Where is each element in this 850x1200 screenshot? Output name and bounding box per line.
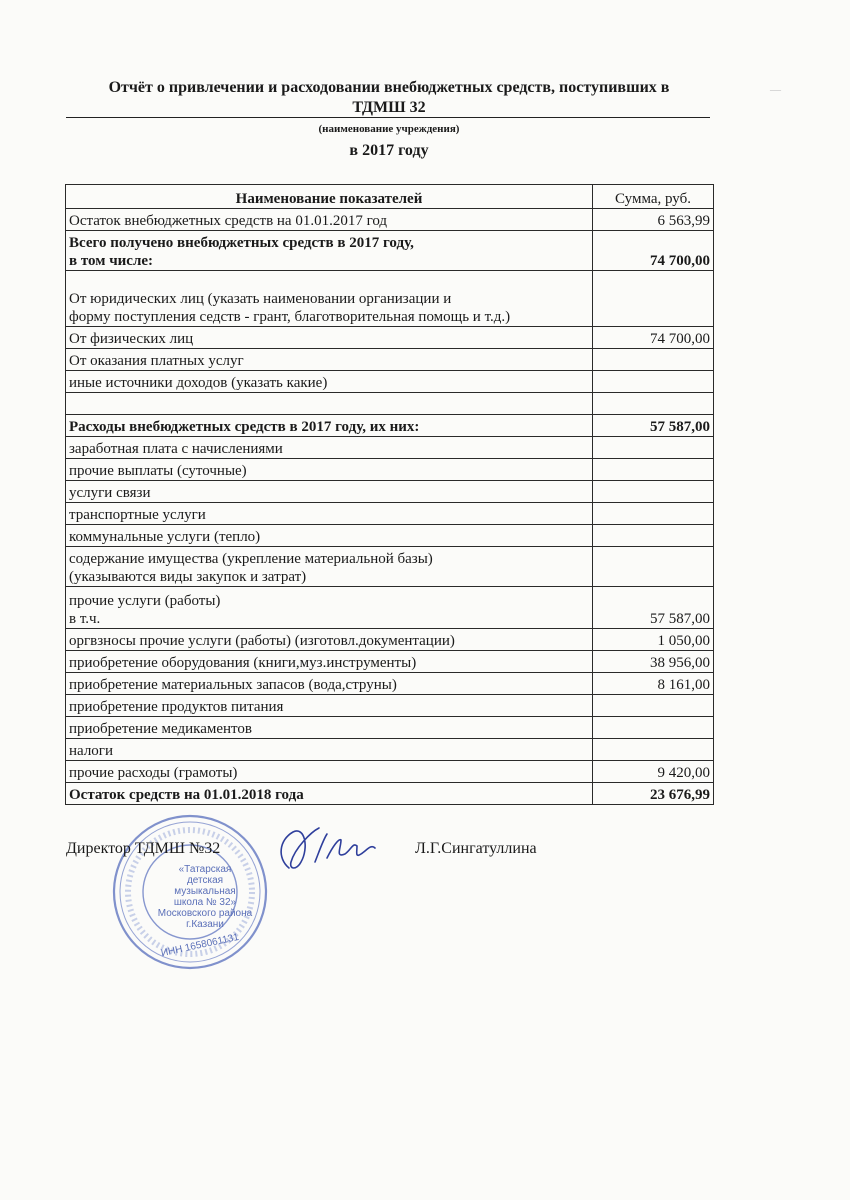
signatory-position: Директор ТДМШ №32 — [66, 840, 221, 857]
table-row — [66, 739, 714, 761]
row-amount: 9 420,00 — [593, 761, 714, 783]
table-row — [66, 437, 714, 459]
report-table — [65, 184, 714, 805]
table-row — [66, 209, 714, 231]
row-amount: 1 050,00 — [593, 629, 714, 651]
row-amount: 23 676,99 — [593, 783, 714, 805]
seal-inn: ИНН 1658061131 — [160, 931, 240, 960]
table-row — [66, 525, 714, 547]
row-amount — [593, 393, 714, 415]
row-label: приобретение продуктов питания — [66, 695, 593, 717]
row-label — [66, 393, 593, 415]
table-row — [66, 651, 714, 673]
row-label: Остаток внебюджетных средств на 01.01.2017 год — [66, 209, 593, 231]
table-row — [66, 587, 714, 629]
table-row — [66, 695, 714, 717]
row-amount — [593, 717, 714, 739]
signatory-name: Л.Г.Сингатуллина — [415, 840, 537, 857]
row-label: коммунальные услуги (тепло) — [66, 525, 593, 547]
row-label: налоги — [66, 739, 593, 761]
row-label: Расходы внебюджетных средств в 2017 году, их них: — [66, 415, 593, 437]
table-row — [66, 717, 714, 739]
table-header-row — [66, 185, 714, 209]
column-header-name: Наименование показателей — [66, 185, 593, 209]
row-label: приобретение оборудования (книги,муз.инструменты) — [66, 651, 593, 673]
seal-text: «Татарская детская музыкальная школа № 32» Московского района г.Казани — [157, 864, 253, 930]
handwritten-signature — [275, 818, 385, 878]
row-amount — [593, 739, 714, 761]
table-row — [66, 349, 714, 371]
report-period: в 2017 году — [349, 142, 429, 159]
organization-name: ТДМШ 32 — [352, 99, 426, 116]
row-label: От юридических лиц (указать наименовании организации и форму поступления седств - грант, благотворительная помощь и т.д.) — [66, 271, 593, 327]
table-row — [66, 271, 714, 327]
table-row — [66, 459, 714, 481]
organization-caption: (наименование учреждения) — [318, 123, 460, 135]
table-row — [66, 761, 714, 783]
table-row — [66, 415, 714, 437]
row-label: заработная плата с начислениями — [66, 437, 593, 459]
row-amount: 57 587,00 — [593, 415, 714, 437]
table-row — [66, 503, 714, 525]
row-label: Всего получено внебюджетных средств в 2017 году, в том числе: — [66, 231, 593, 271]
row-label: Остаток средств на 01.01.2018 года — [66, 783, 593, 805]
row-label: транспортные услуги — [66, 503, 593, 525]
table-row — [66, 783, 714, 805]
table-row — [66, 673, 714, 695]
row-label: прочие расходы (грамоты) — [66, 761, 593, 783]
table-row — [66, 629, 714, 651]
row-amount — [593, 271, 714, 327]
row-amount — [593, 349, 714, 371]
table-row — [66, 547, 714, 587]
row-amount — [593, 481, 714, 503]
row-amount: 57 587,00 — [593, 587, 714, 629]
row-amount — [593, 503, 714, 525]
margin-mark: — — [770, 84, 781, 96]
column-header-amount: Сумма, руб. — [593, 185, 714, 209]
row-amount — [593, 525, 714, 547]
row-label: От физических лиц — [66, 327, 593, 349]
row-amount — [593, 371, 714, 393]
row-amount: 6 563,99 — [593, 209, 714, 231]
organization-underline — [66, 117, 710, 118]
row-label: услуги связи — [66, 481, 593, 503]
row-amount — [593, 547, 714, 587]
row-label: От оказания платных услуг — [66, 349, 593, 371]
row-label: содержание имущества (укрепление материальной базы) (указываются виды закупок и затрат) — [66, 547, 593, 587]
row-label: иные источники доходов (указать какие) — [66, 371, 593, 393]
row-amount — [593, 437, 714, 459]
table-row — [66, 481, 714, 503]
row-amount: 74 700,00 — [593, 231, 714, 271]
table-row — [66, 327, 714, 349]
row-amount: 8 161,00 — [593, 673, 714, 695]
row-label: прочие выплаты (суточные) — [66, 459, 593, 481]
row-amount — [593, 695, 714, 717]
row-label: прочие услуги (работы) в т.ч. — [66, 587, 593, 629]
table-row — [66, 231, 714, 271]
row-label: приобретение медикаментов — [66, 717, 593, 739]
row-amount — [593, 459, 714, 481]
table-row — [66, 393, 714, 415]
row-label: приобретение материальных запасов (вода,струны) — [66, 673, 593, 695]
table-row — [66, 371, 714, 393]
row-label: оргвзносы прочие услуги (работы) (изготовл.документации) — [66, 629, 593, 651]
row-amount: 38 956,00 — [593, 651, 714, 673]
report-table-body — [66, 209, 714, 805]
row-amount: 74 700,00 — [593, 327, 714, 349]
report-title: Отчёт о привлечении и расходовании внебюджетных средств, поступивших в — [108, 79, 670, 96]
